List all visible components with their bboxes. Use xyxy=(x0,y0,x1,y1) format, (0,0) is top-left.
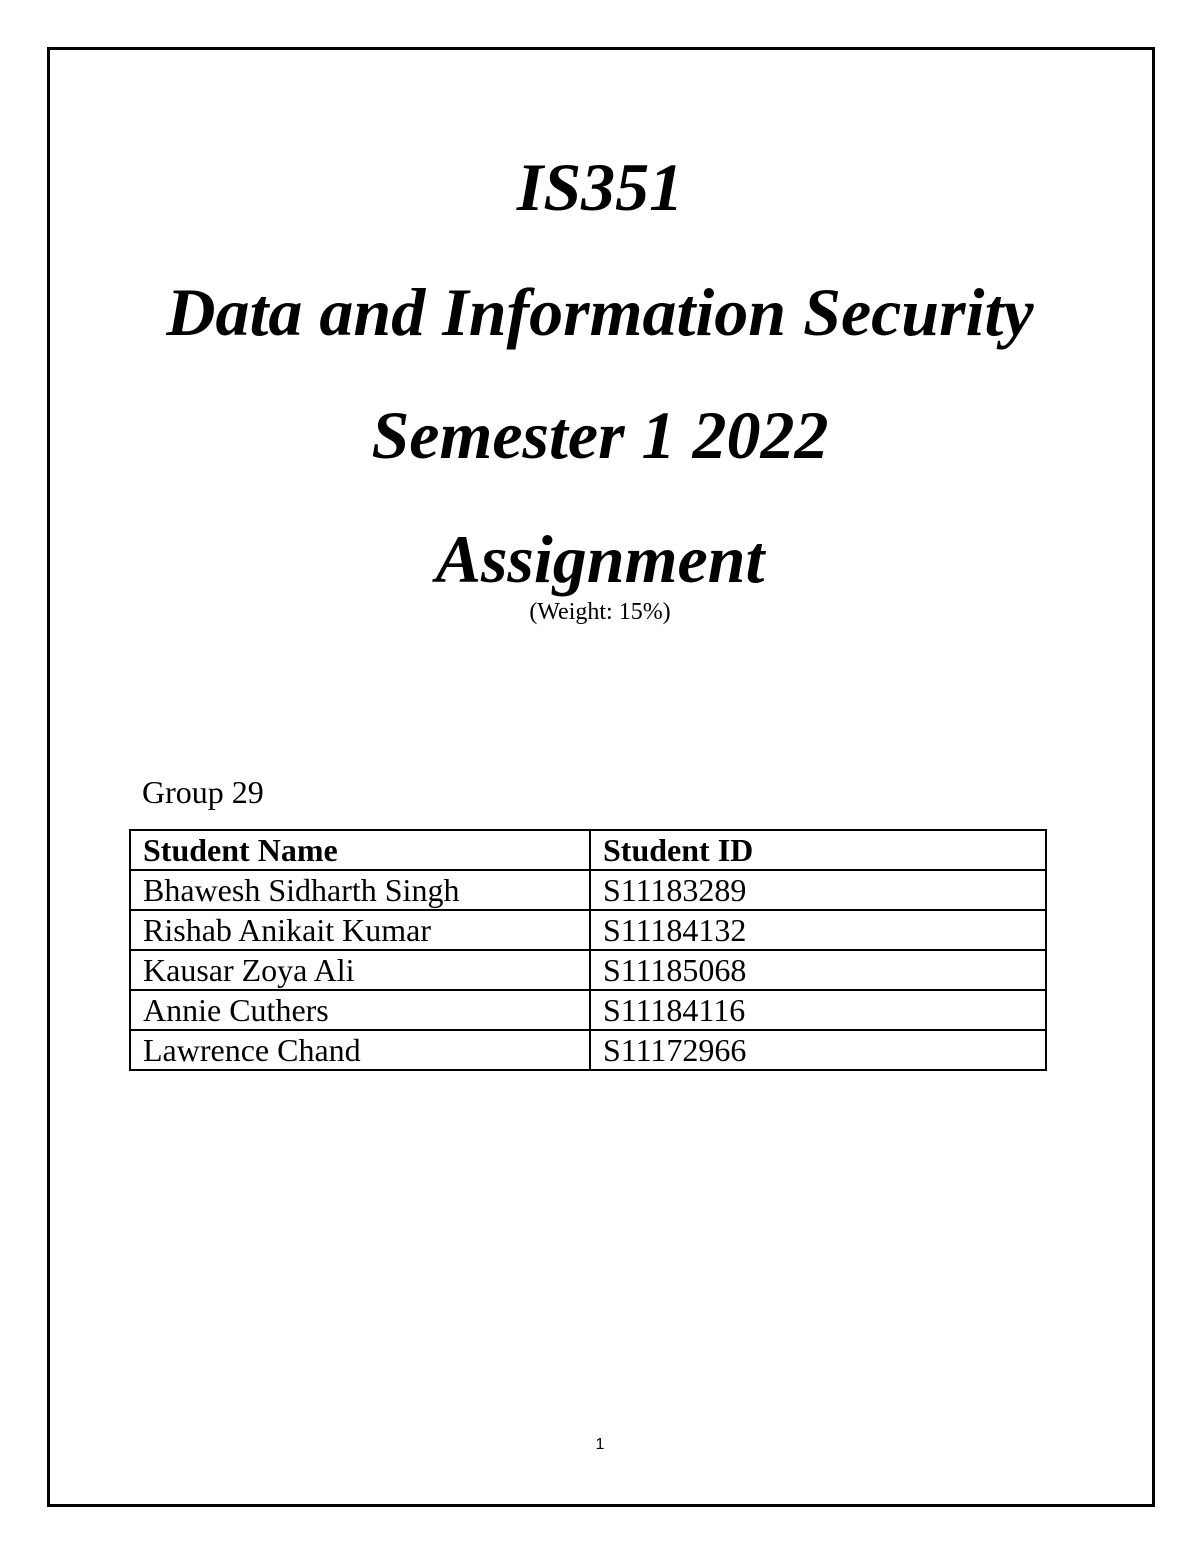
student-name-cell: Annie Cuthers xyxy=(130,990,590,1030)
student-id-cell: S11184116 xyxy=(590,990,1046,1030)
page-number: 1 xyxy=(595,1436,605,1453)
student-id-cell: S11183289 xyxy=(590,870,1046,910)
semester-title: Semester 1 2022 xyxy=(371,397,829,473)
header-student-id: Student ID xyxy=(590,830,1046,870)
course-name-title: Data and Information Security xyxy=(166,274,1034,350)
table-row xyxy=(130,990,1046,1030)
student-id-cell: S11185068 xyxy=(590,950,1046,990)
student-id-cell: S11184132 xyxy=(590,910,1046,950)
weight-note: (Weight: 15%) xyxy=(529,599,671,625)
header-student-name: Student Name xyxy=(130,830,590,870)
table-row xyxy=(130,950,1046,990)
table-row xyxy=(130,870,1046,910)
group-label: Group 29 xyxy=(142,774,264,810)
document-type-title: Assignment xyxy=(435,521,765,597)
table-header-row xyxy=(130,830,1046,870)
course-code-title: IS351 xyxy=(516,149,684,225)
table-row xyxy=(130,1030,1046,1070)
student-name-cell: Rishab Anikait Kumar xyxy=(130,910,590,950)
student-name-cell: Bhawesh Sidharth Singh xyxy=(130,870,590,910)
students-table xyxy=(129,829,1047,1071)
table-row xyxy=(130,910,1046,950)
student-name-cell: Kausar Zoya Ali xyxy=(130,950,590,990)
student-id-cell: S11172966 xyxy=(590,1030,1046,1070)
student-name-cell: Lawrence Chand xyxy=(130,1030,590,1070)
